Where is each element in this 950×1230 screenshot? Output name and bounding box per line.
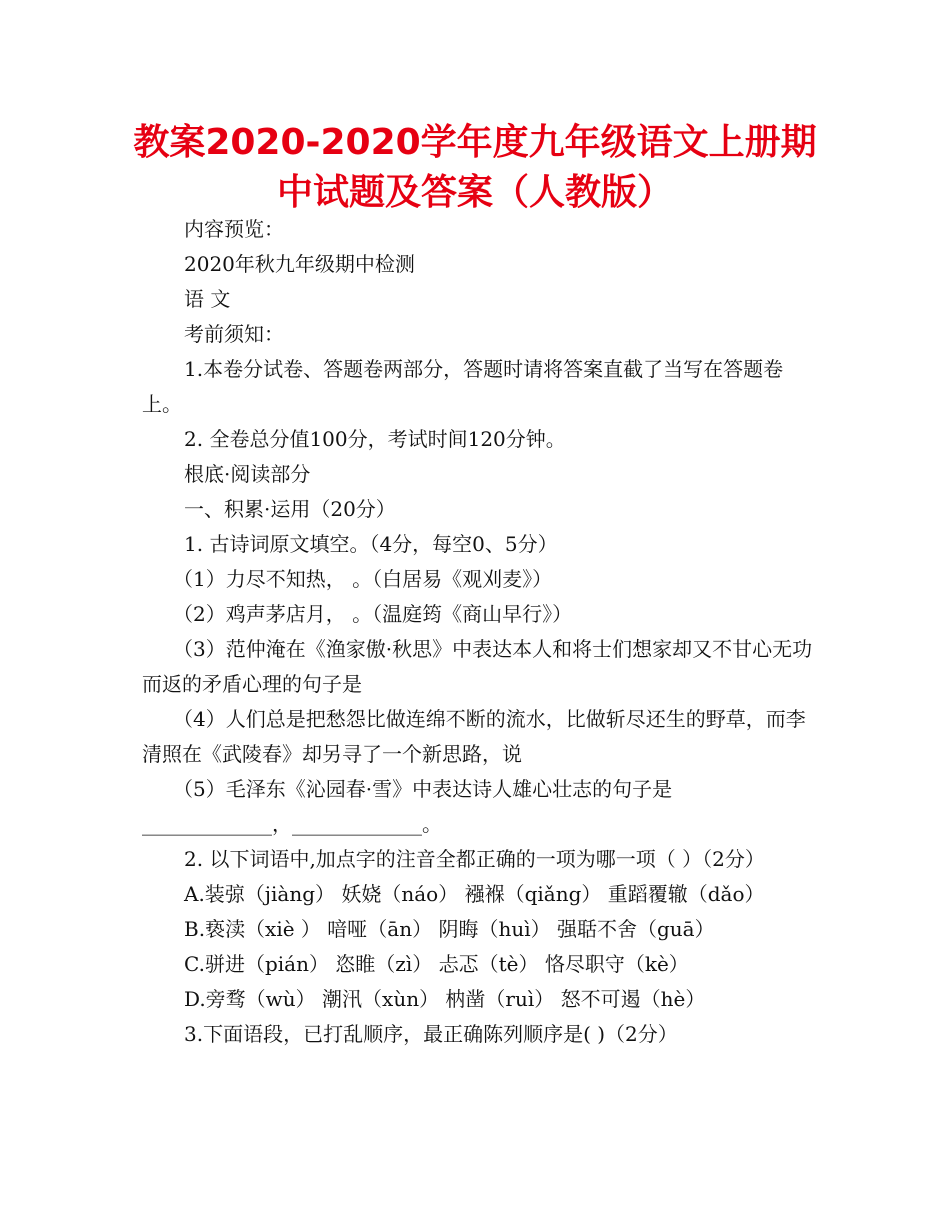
paragraph-part-one: 一、积累·运用（20分） bbox=[184, 497, 396, 521]
paragraph-exam-name: 2020年秋九年级期中检测 bbox=[184, 252, 415, 276]
paragraph-option-d: D.旁骛（wù） 潮汛（xùn） 枘凿（ruì） 怒不可遏（hè） bbox=[184, 987, 706, 1011]
paragraph-question-3: 3.下面语段，已打乱顺序，最正确陈列顺序是( )（2分） bbox=[184, 1022, 678, 1046]
paragraph-notice-heading: 考前须知： bbox=[184, 322, 284, 346]
paragraph-question-1-4: （4）人们总是把愁怨比做连绵不断的流水，比做斩尽还生的野草，而李清照在《武陵春》却另寻了一个新思路，说 bbox=[142, 707, 806, 766]
paragraph-section-heading: 根底·阅读部分 bbox=[184, 462, 311, 486]
paragraph-question-1: 1. 古诗词原文填空。（4分，每空0、5分） bbox=[184, 532, 558, 556]
paragraph-question-1-5: （5）毛泽东《沁园春·雪》中表达诗人雄心壮志的句子是_____________，_____________。 bbox=[142, 777, 673, 836]
document-title: 教案2020-2020学年度九年级语文上册期中试题及答案（人教版） bbox=[133, 122, 817, 213]
paragraph-question-1-2: （2）鸡声茅店月， 。（温庭筠《商山早行》） bbox=[173, 602, 573, 626]
paragraph-subject: 语 文 bbox=[184, 287, 231, 311]
paragraph-notice-1: 1.本卷分试卷、答题卷两部分，答题时请将答案直截了当写在答题卷上。 bbox=[142, 357, 784, 416]
paragraph-option-c: C.骈进（pián） 恣睢（zì） 忐忑（tè） 恪尽职守（kè） bbox=[184, 952, 689, 976]
paragraph-option-a: A.装弶（jiàng） 妖娆（náo） 襁褓（qiǎng） 重蹈覆辙（dǎo） bbox=[184, 882, 765, 906]
document-body bbox=[142, 212, 822, 1052]
paragraph-option-b: B.亵渎（xiè ） 喑哑（ān） 阴晦（huì） 强聒不舍（guā） bbox=[184, 917, 715, 941]
paragraph-notice-2: 2. 全卷总分值100分，考试时间120分钟。 bbox=[184, 427, 566, 451]
paragraph-question-2: 2. 以下词语中,加点字的注音全都正确的一项为哪一项（ ）（2分） bbox=[184, 847, 765, 871]
paragraph-preview-label: 内容预览： bbox=[184, 217, 284, 241]
paragraph-question-1-3: （3）范仲淹在《渔家傲·秋思》中表达本人和将士们想家却又不甘心无功而返的矛盾心理的句子是 bbox=[142, 637, 813, 696]
paragraph-question-1-1: （1）力尽不知热， 。（白居易《观刈麦》） bbox=[173, 567, 553, 591]
